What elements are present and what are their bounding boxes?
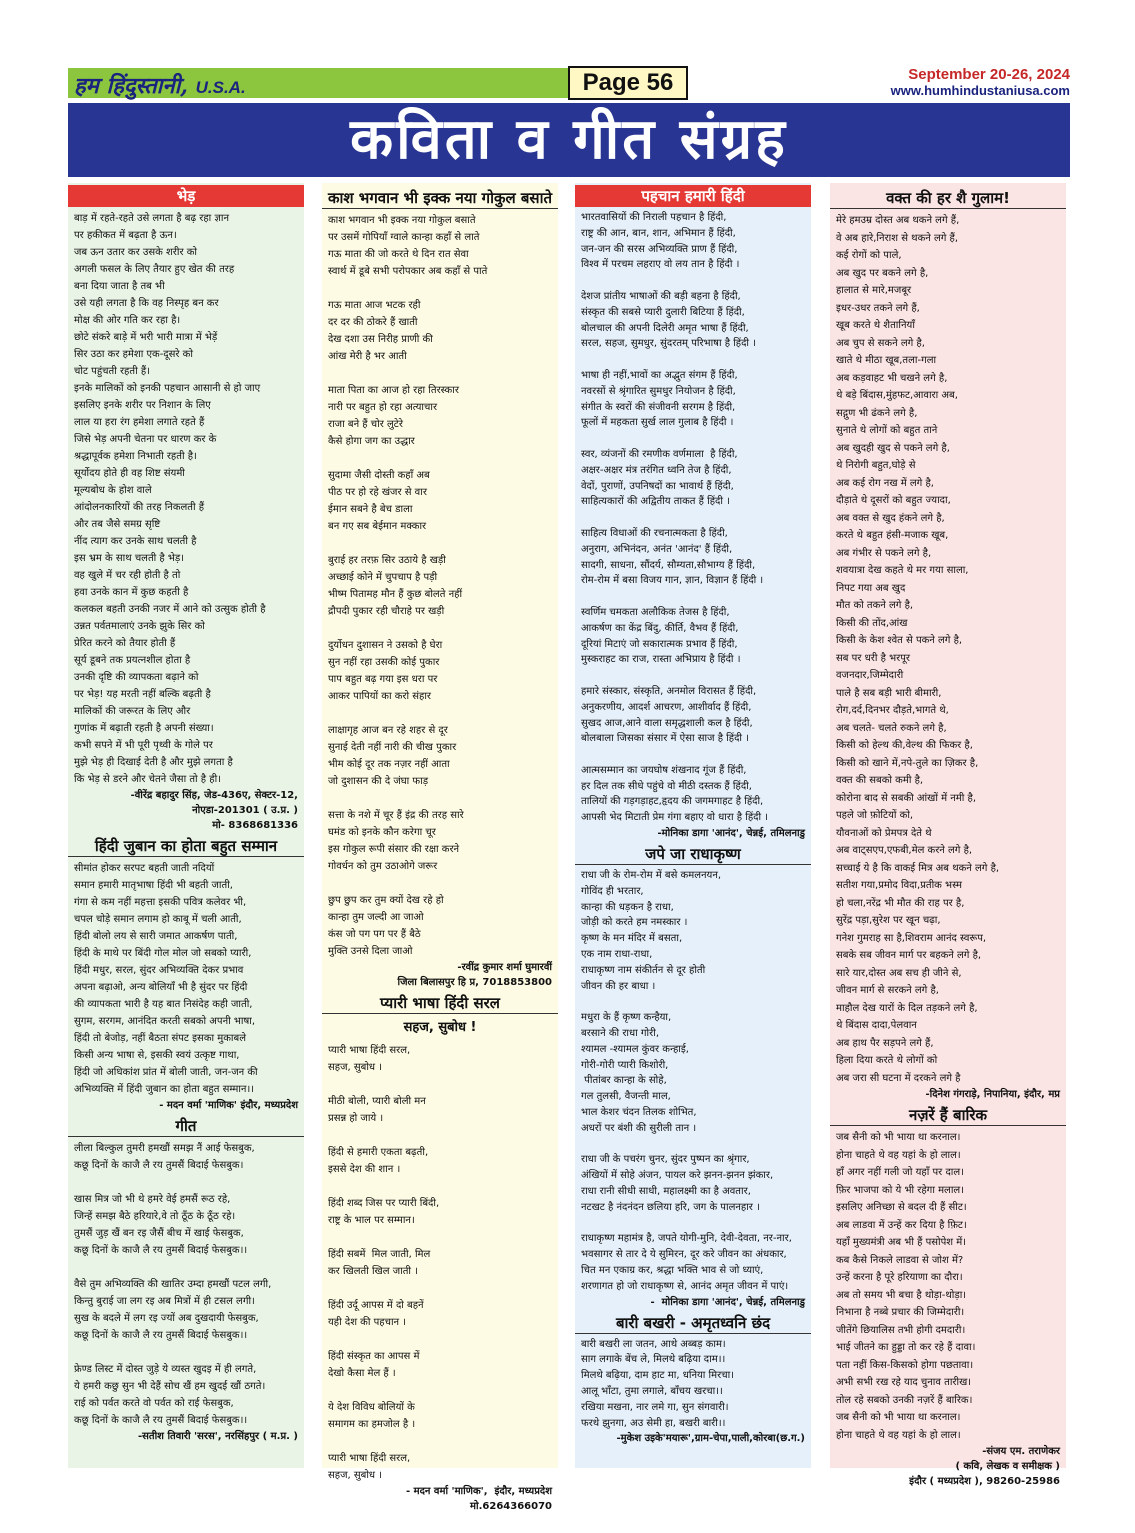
poem-author: -दिनेश गंगराड़े, निपानिया, इंदौर, मप्र: [925, 1089, 1060, 1100]
poem-text: लीला बिल्कुल तुमरी हमखौं समझ नैं आई फेसबुक, कछू दिनों के काजै लै रय तुमसैं बिदाई फेसबुक। खास मित्र जो भी थे हमरे वेई हमसैं रूठ रहे, जिन्हें समझ बैठे हरियारे,वे तो ठूँठ के ठूँठ रहे। तुमसैं जुड़ खैं बन रइ जैसैं बीच में खाई फेसबुक, कछू दिनों के काजै लै रय तुमसैं बिदाई फेसबुक।। वैसे तुम अभिव्यक्ति की खातिर उम्दा हमखौं पटल लगी, किन्तु बुराई जा लग रइ अब मित्रों में ही टसल लगी। सुख के बदले में लग रइ ज्यों अब दुखदायी फेसबुक, कछू दिनों के काजै लै रय तुमसैं बिदाई फेसबुक।। फ्रेण्ड लिस्ट में दोस्त जुड़े ये व्यस्त खुदइ में ही लगते, ये हमरी कछु सुन भी देहैं सोच खैं हम खुदई खौं ठगते। राई को पर्वत करते वो पर्वत को राई फेसबुक, कछू दिनों के काजै लै रय तुमसैं बिदाई फेसबुक।।: [74, 1143, 272, 1426]
poem-author: -सतीश तिवारी 'सरस', नरसिंहपुर ( म.प्र. ): [137, 1431, 298, 1442]
poem-title: नज़रें हैं बारिक: [830, 1104, 1066, 1126]
poem-text: बाड़ में रहते-रहते उसे लगता है बढ़ रहा ज्ञान पर हकीकत में बढ़ता है ऊन। जब ऊन उतार कर उसके शरीर को अगली फसल के लिए तैयार हुए खेत की तरह बना दिया जाता है तब भी उसे यही लगता है कि वह निस्पृह बन कर मोक्ष की ओर गति कर रहा है। छोटे संकरे बाड़े में भरी भारी मात्रा में भेड़ें सिर उठा कर हमेशा एक-दूसरे को चोट पहुंचती रहती हैं। इनके मालिकों को इनकी पहचान आसानी से हो जाए इसलिए इनके शरीर पर निशान के लिए लाल या हरा रंग हमेशा लगाते रहते हैं जिसे भेड़ अपनी चेतना पर धारण कर के श्रद्धापूर्वक हमेशा निभाती रहती है। सूर्योदय होते ही वह शिष्ट संयमी मूल्यबोध के होश वाले आंदोलनकारियों की तरह निकलती हैं और तब जैसे समग्र सृष्टि नींद त्याग कर उनके साथ चलती है इस भ्रम के साथ चलती है भेड़। वह खुले में चर रही होती है तो हवा उनके कान में कुछ कहती है कलकल बहती उनकी नजर में आने को उत्सुक होती है उन्नत पर्वतमालाएं उनके झुके सिर को प्रेरित करने को तैयार होती हैं सूर्य डूबने तक प्रयत्नशील होता है उनकी दृष्टि की व्यापकता बढ़ाने को पर भेड़! यह मरती नहीं बल्कि बढ़ती है मालिकों की जरूरत के लिए और गुणांक में बढ़ाती रहती है अपनी संख्या। कभी सपने में भी पूरी पृथ्वी के गोले पर मुझे भेड़ ही दिखाई देती है और मुझे लगता है कि भेड़ से डरने और चेतने जैसा तो है ही।: [74, 213, 266, 785]
poem-author: -रवींद्र कुमार शर्मा घुमारवीं जिला बिलासपुर हि प्र, 7018853800: [397, 962, 552, 988]
poem-text: काश भगवान भी इक्क नया गोकुल बसाते पर उसमें गोपियाँ ग्वाले कान्हा कहाँ से लाते गऊ माता की जो करते थे दिन रात सेवा स्वार्थ में डूबे सभी परोपकार अब कहाँ से पाते गऊ माता आज भटक रही दर दर की ठोकरे हैं खाती देख दशा उस निरीह प्राणी की आंख मेरी है भर आती माता पिता का आज हो रहा तिरस्कार नारी पर बहुत हो रहा अत्याचार राजा बने हैं चोर लुटेरे कैसे होगा जग का उद्धार सुदामा जैसी दोस्ती कहाँ अब पीठ पर हो रहे खंजर से वार ईमान सबने है बेच डाला बन गए सब बेईमान मक्कार बुराई हर तरफ़ सिर उठाये है खड़ी अच्छाई कोने में चुपचाप है पड़ी भीष्म पितामह मौन हैं कुछ बोलते नहीं द्रौपदी पुकार रही चौराहे पर खड़ी दुर्योधन दुशासन ने उसको है घेरा सुन नहीं रहा उसकी कोई पुकार पाप बहुत बढ़ गया इस धरा पर आकर पापियों का करो संहार लाक्षागृह आज बन रहे शहर से दूर सुनाई देती नहीं नारी की चीख पुकार भीम कोई दूर तक नज़र नहीं आता जो दुशासन की दे जंघा फाड़ सत्ता के नशे में चूर हैं इंद्र की तरह सारे घमंड को इनके कौन करेगा चूर इस गोकुल रूपी संसार की रक्षा करने गोवर्धन को तुम उठाओगे जरूर छुप छुप कर तुम क्यों देख रहे हो कान्हा तुम जल्दी आ जाओ कंस जो पग पग पर हैं बैठे मुक्ति उनसे दिला जाओ: [328, 215, 488, 957]
poem-author: - मोनिका डागा 'आनंद', चेन्नई, तमिलनाडु: [650, 1296, 805, 1308]
poem-author: - मदन वर्मा 'माणिक' इंदौर, मध्यप्रदेश: [159, 1100, 298, 1111]
column-3: [575, 183, 811, 1468]
poem-title: काश भगवान भी इक्क नया गोकुल बसाते: [322, 187, 558, 209]
poem-text: जब सैनी को भी भाया था करनाल। होना चाहते थे वह यहां के हो लाल। हाँ अगर नहीं गली जो यहाँ पर दाल। फ़िर भाजपा को ये भी रहेगा मलाल। इसलिए अनिच्छा से बदल दी हैं सीट। अब लाडवा में उन्हें कर दिया है फ़िट। यहाँ मुख्यमंत्री अब भी हैं पसोपेश में। कब कैसे निकले लाडवा से जोश में? उन्हें करना है पूरे हरियाणा का दौरा। अब तो समय भी बचा है थोड़ा-थोड़ा। निभाना है नब्बे प्रचार की जिम्मेदारी। जीतेंगे छियालिस तभी होगी दमदारी। भाई जीतने का हुड्डा तो कर रहे हैं दावा। पता नहीं किस-किसको होगा पछतावा। अभी सभी रख रहे याद चुनाव तारीख। तोल रहे सबको उनकी नज़रें हैं बारिक। जब सैनी को भी भाया था करनाल। होना चाहते थे वह यहां के हो लाल।: [836, 1132, 976, 1441]
poem-title: वक्त की हर शै गुलाम!: [830, 187, 1066, 209]
publication-country: U.S.A.: [195, 78, 246, 97]
poem-author: -मोनिका डागा 'आनंद', चेन्नई, तमिलनाडु: [657, 828, 805, 840]
section-banner: कविता व गीत संग्रह: [68, 103, 1070, 177]
publication-name: हम हिंदुस्तानी, U.S.A.: [68, 68, 568, 98]
poem-text: प्यारी भाषा हिंदी सरल, सहज, सुबोध । मीठी बोली, प्यारी बोली मन प्रसन्न हो जाये । हिंदी से हमारी एकता बढ़ती, इससे देश की शान । हिंदी शब्द जिस पर प्यारी बिंदी, राष्ट्र के भाल पर सम्मान। हिंदी सबमें मिल जाती, मिल कर खिलती खिल जाती । हिंदी उर्दू आपस में दो बहनें यही देश की पहचान । हिंदी संस्कृत का आपस में देखो कैसा मेल हैं । ये देश विविध बोलियों के समागम का हमजोल है । प्यारी भाषा हिंदी सरल, सहज, सुबोध ।: [328, 1045, 440, 1481]
poem-subtitle: सहज, सुबोध !: [403, 1020, 477, 1035]
poem-title: भेड़: [68, 185, 304, 207]
poem-author: -संजय एम. तराणेकर ( कवि, लेखक व समीक्षक ) इंदौर ( मध्यप्रदेश ), 98260-25986: [909, 1446, 1060, 1487]
poem-title: बारी बखरी - अमृतध्वनि छंद: [575, 1312, 811, 1334]
poem-title: प्यारी भाषा हिंदी सरल: [322, 992, 558, 1014]
poem-author: -मुकेश उइके'मयारू',ग्राम-चेपा,पाली,कोरबा(छ.ग.): [616, 1433, 805, 1445]
poem-text: भारतवासियों की निराली पहचान है हिंदी, राष्ट्र की आन, बान, शान, अभिमान हैं हिंदी, जन-जन की सरस अभिव्यक्ति प्राण हैं हिंदी, विश्व में परचम लहराए वो लय तान है हिंदी । देशज प्रांतीय भाषाओं की बड़ी बहना है हिंदी, संस्कृत की सबसे प्यारी दुलारी बिटिया हैं हिंदी, बोलचाल की अपनी दिलेरी अमृत भाषा हैं हिंदी, सरल, सहज, सुमधुर, सुंदरतम् परिभाषा है हिंदी । भाषा ही नहीं,भावों का अद्भुत संगम हैं हिंदी, नवरसों से श्रृंगारित सुमधुर नियोजन है हिंदी, संगीत के स्वरों की संजीवनी सरगम है हिंदी, फूलों में महकता सुर्ख लाल गुलाब है हिंदी । स्वर, व्यंजनों की रमणीक वर्णमाला है हिंदी, अक्षर-अक्षर मंत्र तरंगित ध्वनि तेज है हिंदी, वेदों, पुराणों, उपनिषदों का भावार्थ हैं हिंदी, साहित्यकारों की अद्वितीय ताकत हैं हिंदी । साहित्य विधाओं की रचनात्मकता है हिंदी, अनुराग, अभिनंदन, अनंत 'आनंद' हैं हिंदी, सादगी, साधना, सौंदर्य, सौम्यता,सौभाग्य हैं हिंदी, रोम-रोम में बसा विजय गान, ज्ञान, विज्ञान हैं हिंदी । स्वर्णिम चमकता अलौकिक तेजस है हिंदी, आकर्षण का केंद्र बिंदु, कीर्ति, वैभव हैं हिंदी, दूरियां मिटाएं जो सकारात्मक प्रभाव हैं हिंदी, मुस्कराहट का राज, रास्ता अभिप्राय है हिंदी । हमारे संस्कार, संस्कृति, अनमोल विरासत हैं हिंदी, अनुकरणीय, आदर्श आचरण, आशीर्वाद हैं हिंदी, सुखद आज,आने वाला समृद्धशाली कल है हिंदी, बोलबाला जिसका संसार में ऐसा साज है हिंदी । आत्मसम्मान का जयघोष शंखनाद गूंज हैं हिंदी, हर दिल तक सीधे पहुंचे वो मीठी दस्तक हैं हिंदी, तालियों की गड़गड़ाहट,हृदय की जगमगाहट है हिंदी, आपसी भेद मिटाती प्रेम गंगा बहाए वो धारा है हिंदी ।: [581, 212, 768, 824]
column-2: [322, 183, 558, 1512]
website-link[interactable]: www.humhindustaniusa.com: [890, 83, 1070, 98]
poem-text: राधा जी के रोम-रोम में बसे कमलनयन, गोविंद ही भरतार, कान्हा की धड़कन है राधा, जोड़ी को करते हम नमस्कार । कृष्ण के मन मंदिर में बसता, एक नाम राधा-राधा, राधाकृष्ण नाम संकीर्तन से दूर होती जीवन की हर बाधा । मधुरा के हैं कृष्ण कन्हैया, बरसाने की राधा गोरी, श्यामल -श्यामल कुंवर कन्हाई, गोरी-गोरी प्यारी किशोरी, पीतांबर कान्हा के सोहे, गल तुलसी, वैजन्ती माल, भाल केशर चंदन तिलक शोभित, अधरों पर बंशी की सुरीली तान । राधा जी के पचरंग चुनर, सुंदर पुष्पन का श्रृंगार, अंखियों में सोहे अंजन, पायल करे झनन-झनन झंकार, राधा रानी सीधी साधी, महालक्ष्मी का है अवतार, नटखट है नंदनंदन छलिया हरि, जग के पालनहार । राधाकृष्ण महामंत्र है, जपते योगी-मुनि, देवी-देवता, नर-नार, भवसागर से तार दे ये सुमिरन, दूर करे जीवन का अंधकार, चित मन एकाग्र कर, श्रद्धा भक्ति भाव से जो ध्याएं, शरणागत हो जो राधाकृष्ण से, आनंद अमृत जीवन में पाएं।: [581, 870, 792, 1292]
poem-title: जपे जा राधाकृष्ण: [575, 843, 811, 865]
poem-author: - मदन वर्मा 'माणिक', इंदौर, मध्यप्रदेश मो.6264366070: [405, 1486, 552, 1512]
column-4: [830, 183, 1066, 1487]
poem-text: बारी बखरी ला जतन, आथे अब्बड़ काम। साग लगाके बेंच ले, मिलथे बढ़िया दाम।। मिलथे बढ़िया, दाम हाट मा, धनिया मिरचा। आलू भाँटा, तुमा लगाले, बाँचय खरचा।। रखिया मखना, नार लमे गा, सुन संगवारी। फरथे झुनगा, अउ सेमी हा, बखरी बारी।।: [581, 1338, 734, 1429]
poem-title: पहचान हमारी हिंदी: [575, 185, 811, 207]
poem-text: सीमांत होकर सरपट बहती जाती नदियों समान हमारी मातृभाषा हिंदी भी बहती जाती, गंगा से कम नहीं महत्ता इसकी पवित्र कलेवर भी, चपल चोड़े समान लगाम हो काबू में चली आती, हिंदी बोलो लय से सारी जमात आकर्षण पाती, हिंदी के माथे पर बिंदी गोल मोल जो सबको प्यारी, हिंदी मधुर, सरल, सुंदर अभिव्यक्ति देकर प्रभाव अपना बढ़ाओ, अन्य बोलियाँ भी है सुंदर पर हिंदी की व्यापकता भारी है यह बात निसंदेह कही जाती, सुगम, सरगम, आनंदित करती सबको अपनी भाषा, हिंदी तो बेजोड़, नहीं बैठता संपट इसका मुकाबले किसी अन्य भाषा से, इसकी स्वयं उत्कृष्ट गाथा, हिंदी जो अधिकांश प्रांत में बोली जाती, जन-जन की अभिव्यक्ति में हिंदी जुबान का होता बहुत सम्मान।।: [74, 863, 258, 1095]
poem-text: मेरे हमउम्र दोस्त अब थकने लगे हैं, वे अब हारे,निराश से थकने लगे हैं, कई रोगों को पाले, अब खुद पर बकने लगे है, हालात से मारे,मजबूर इधर-उधर तकने लगे हैं, खूब करते थे शैतानियाँ अब चुप से सकने लगे है, खाते थे मीठा खूब,तला-गला अब कड़वाहट भी चखने लगे है, थे बड़े बिंदास,मुंहफट,आवारा अब, सद्गुण भी ढंकने लगे है, सुनाते थे लोगों को बहुत ताने अब खुदही खुद से पकने लगे है, थे निरोगी बहुत,घोड़े से अब कई रोग नख में लगे है, दौड़ाते थे दूसरों को बहुत ज्यादा, अब वक्त से खुद हंकने लगे है, करते थे बहुत हंसी-मजाक खूब, अब गंभीर से पकने लगे है, शवयात्रा देख कहते थे मर गया साला, निपट गया अब खुद मौत को तकने लगे है, किसी की तोंद,आंख किसी के केश श्वेत से पकने लगे है, सब पर धरी है भरपूर वजनदार,जिम्मेदारी पाले है सब बड़ी भारी बीमारी, रोग,दर्द,दिनभर दौड़ते,भागते थे, अब चलते- चलते रुकने लगे है, किसी को हेल्थ की,वेल्थ की फिकर है, किसी को खाने में,नपे-तुले का ज़िकर है, वक्त की सबको कमी है, कोरोना बाद से सबकी आंखों में नमी है, पहले जो फ़ोटियों को, यौवनाओं को प्रेमपत्र देते थे अब वाट्सएप,एफबी,मेल करने लगे है, सच्चाई ये है कि वाकई मित्र अब थकने लगे है, सतीश गया,प्रमोद विदा,प्रतीक भस्म हो चला,नरेंद्र भी मौत की राह पर है, सुरेंद्र पड़ा,सुरेश पर खून चढ़ा, गनेश गुमराह सा है,शिवराम आनंद स्वरूप, सबके सब जीवन मार्ग पर बहकने लगे है, सारे यार,दोस्त अब सच ही जीने से, जीवन मार्ग से सरकने लगे है, माहौल देख यारों के दिल तड़कने लगे है, थे बिंदास दादा,पेलवान अब हाथ पैर सड़पने लगे हैं, हिला दिया करते थे लोगों को अब जरा सी घटना में दरकने लगे है: [836, 215, 1000, 1084]
poem-title: हिंदी जुबान का होता बहुत सम्मान: [68, 835, 304, 857]
issue-date: September 20-26, 2024: [908, 66, 1070, 83]
column-1: [68, 183, 304, 1468]
page-number: Page 56: [568, 66, 688, 100]
poem-author: -वीरेंद्र बहादुर सिंह, जेड-436ए, सेक्टर-12, नोएडा-201301 ( उ.प्र. ) मो- 8368681336: [130, 790, 298, 831]
page-header: [68, 66, 1070, 100]
poem-title: गीत: [68, 1115, 304, 1137]
